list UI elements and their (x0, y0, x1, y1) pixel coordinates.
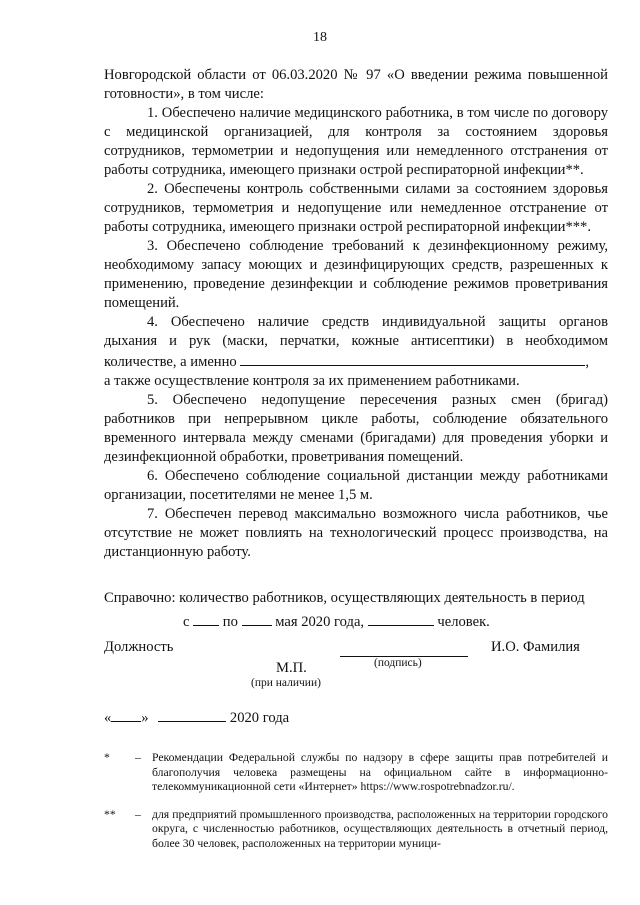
from-label: с (183, 614, 190, 630)
from-day-blank (193, 611, 219, 626)
item-6-paragraph: 6. Обеспечено соблюдение социальной дистанции между работниками организации, посетителями не менее 1,5 м. (104, 468, 608, 503)
to-label: по (222, 614, 238, 630)
document-body (104, 66, 608, 562)
item-4-paragraph (104, 313, 608, 372)
footnote-text: Рекомендации Федеральной службы по надзору в сфере защиты прав потребителей и благополучия человека размещены на официальном сайте в информационно-телекоммуникационной сети «Интернет» https://www.rospotrebnadzor.ru/. (152, 751, 608, 794)
item-1-paragraph: 1. Обеспечено наличие медицинского работника, в том числе по договору с медицинской организацией, для контроля за состоянием здоровья сотрудников, термометрии и недопущения или немедленного отстранения от работы сотрудника, имеющего признаки острой респираторной инфекции**. (104, 105, 608, 178)
reference-line: Справочно: количество работников, осуществляющих деятельность в период (104, 590, 585, 606)
stamp-note: (при наличии) (251, 677, 321, 689)
footnote-mark: * (104, 751, 110, 764)
month-blank (158, 707, 226, 722)
footnote-dash: – (135, 751, 141, 764)
footnote-dash: – (135, 807, 141, 821)
item-5-paragraph: 5. Обеспечено недопущение пересечения разных смен (бригад) работников при непрерывном цикле работы, соблюдение обязательного временного интервала между сменами (бригадами) для проведения уборки и дезинфекционной обработки, проветривания помещений. (104, 392, 608, 465)
stamp-label: М.П. (276, 660, 307, 676)
item-3-paragraph: 3. Обеспечено соблюдение требований к дезинфекционному режиму, необходимому запасу моющих и дезинфицирующих средств, разрешенных к применению, проведение дезинфекции и соблюдение режимов проветривания помещений. (104, 238, 608, 311)
footnotes (104, 751, 608, 865)
date-year: 2020 года (229, 710, 290, 726)
name-label: И.О. Фамилия (491, 639, 580, 655)
date-close-quote: » (141, 710, 149, 726)
item-7-paragraph: 7. Обеспечен перевод максимально возможного числа работников, чье отсутствие не может повлиять на технологический процесс производства, на дистанционную работу. (104, 506, 608, 560)
page-number: 18 (313, 30, 327, 45)
month-year-text: мая 2020 года, (275, 614, 365, 630)
date-open-quote: « (104, 710, 112, 726)
day-blank (111, 707, 141, 722)
signature-caption: (подпись) (374, 657, 422, 669)
position-label: Должность (104, 639, 174, 655)
item-4-text: 4. Обеспечено наличие средств индивидуальной защиты органов дыхания и рук (маски, перчатки, кожные антисептики) в необходимом количестве, а именно (104, 314, 608, 370)
footnote-text: для предприятий промышленного производства, расположенных на территории городского округа, с численностью работников, осуществляющих деятельность в отчетный период, более 30 человек, расположенных на территории муници- (152, 807, 608, 850)
footnote-mark: ** (104, 807, 116, 821)
reference-period-line (183, 611, 490, 631)
date-line (104, 707, 289, 727)
footnote-item (104, 751, 608, 795)
people-label: человек. (437, 614, 490, 630)
item-2-paragraph: 2. Обеспечены контроль собственными силами за состоянием здоровья сотрудников, термометрия и недопущение или немедленное отстранение от работы сотрудника, имеющего признаки острой респираторной инфекции***. (104, 181, 608, 235)
footnote-item (104, 808, 608, 852)
to-day-blank (242, 611, 272, 626)
quantity-blank (240, 351, 585, 366)
item-4-comma: , (585, 354, 590, 370)
item-4-continuation: а также осуществление контроля за их применением работниками. (104, 373, 520, 389)
intro-paragraph: Новгородской области от 06.03.2020 № 97 «О введении режима повышенной готовности», в том числе: (104, 67, 608, 102)
employee-count-blank (368, 611, 434, 626)
